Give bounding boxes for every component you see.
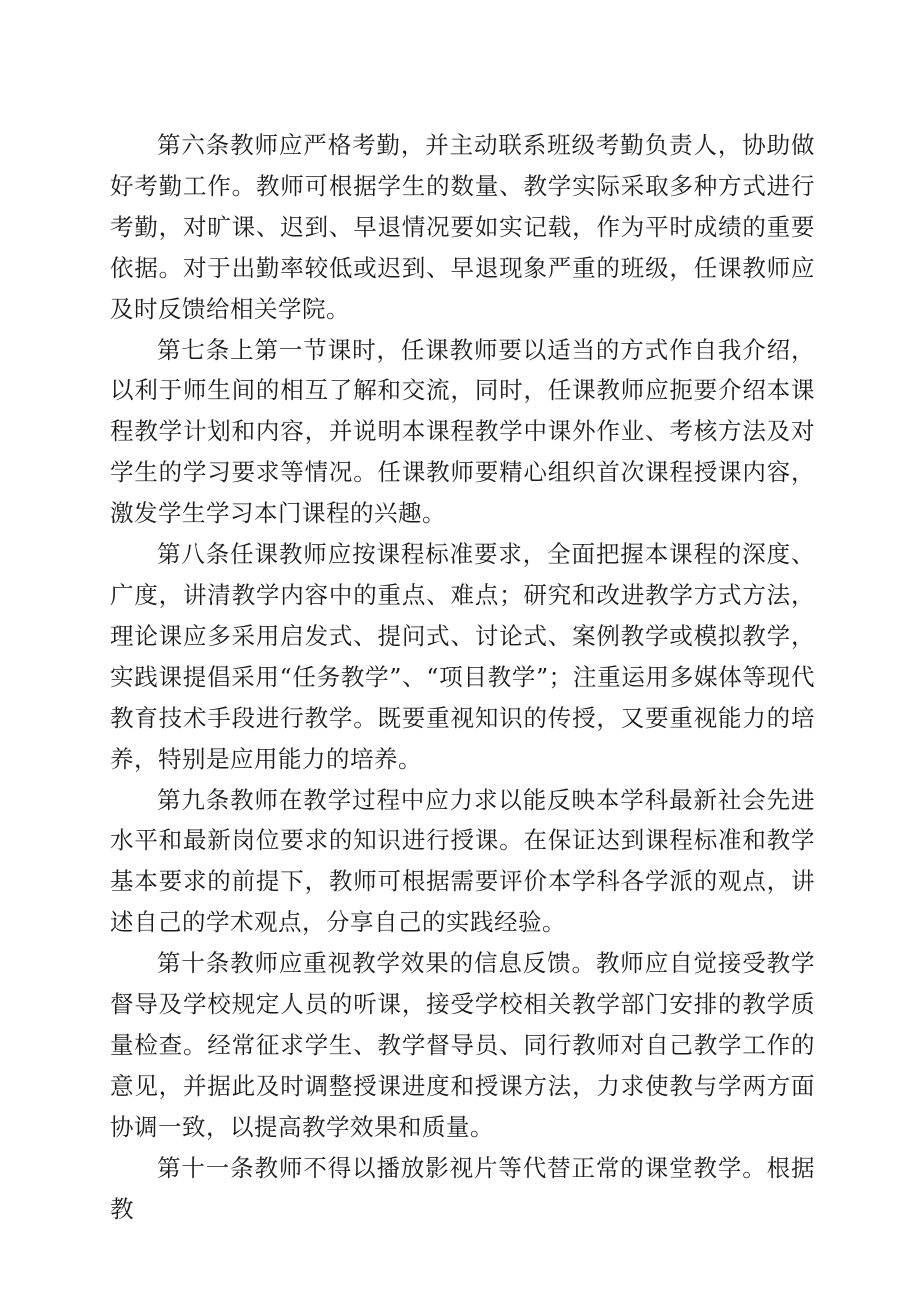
article-8-paragraph: 第八条任课教师应按课程标准要求，全面把握本课程的深度、广度，讲清教学内容中的重点、难点；研究和改进教学方式方法，理论课应多采用启发式、提问式、讨论式、案例教学或模拟教学，实践课提倡采用“任务教学”、“项目教学”；注重运用多媒体等现代教育技术手段进行教学。既要重视知识的传授，又要重视能力的培养，特别是应用能力的培养。	[110, 540, 815, 773]
article-7-paragraph: 第七条上第一节课时，任课教师要以适当的方式作自我介绍，以利于师生间的相互了解和交流，同时，任课教师应扼要介绍本课程教学计划和内容，并说明本课程教学中课外作业、考核方法及对学生的学习要求等情况。任课教师要精心组织首次课程授课内容，激发学生学习本门课程的兴趣。	[110, 335, 815, 528]
article-6-paragraph: 第六条教师应严格考勤，并主动联系班级考勤负责人，协助做好考勤工作。教师可根据学生的数量、教学实际采取多种方式进行考勤，对旷课、迟到、早退情况要如实记载，作为平时成绩的重要依据。对于出勤率较低或迟到、早退现象严重的班级，任课教师应及时反馈给相关学院。	[110, 131, 815, 323]
article-9-paragraph: 第九条教师在教学过程中应力求以能反映本学科最新社会先进水平和最新岗位要求的知识进行授课。在保证达到课程标准和教学基本要求的前提下，教师可根据需要评价本学科各学派的观点，讲述自己的学术观点，分享自己的实践经验。	[110, 785, 815, 937]
article-11-paragraph: 第十一条教师不得以播放影视片等代替正常的课堂教学。根据教	[110, 1153, 815, 1223]
document-body	[110, 125, 815, 1229]
article-10-paragraph: 第十条教师应重视教学效果的信息反馈。教师应自觉接受教学督导及学校规定人员的听课，接受学校相关教学部门安排的教学质量检查。经常征求学生、教学督导员、同行教师对自己教学工作的意见，并据此及时调整授课进度和授课方法，力求使教与学两方面协调一致，以提高教学效果和质量。	[110, 949, 815, 1141]
